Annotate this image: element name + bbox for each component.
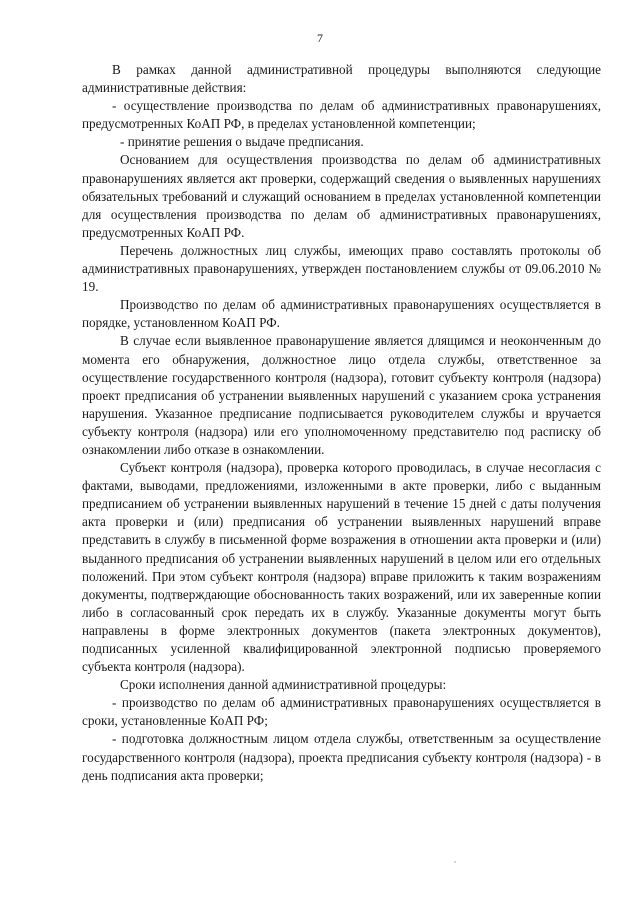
paragraph-proceedings-order: Производство по делам об административных правонарушениях осуществляется в порядке, установленном КоАП РФ. [82, 297, 601, 331]
paragraph-continuing-violation: В случае если выявленное правонарушение является длящимся и неоконченным до момента его обнаружения, должностное лицо отдела службы, ответственное за осуществление государственного контроля (надзора), готовит субъекту контроля (надзора) проект предписания об устранении выявленных нарушений с указанием срока устранения нарушения. Указанное предписание подписывается руководителем службы и вручается субъекту контроля (надзора) или его уполномоченному представителю под расписку об ознакомлении либо отказе в ознакомлении. [82, 333, 601, 457]
page-number: 7 [317, 31, 323, 45]
paragraph-officials-list: Перечень должностных лиц службы, имеющих право составлять протоколы об административных правонарушениях, утвержден постановлением службы от 09.06.2010 № 19. [82, 242, 601, 295]
list-item-deadline-proceedings: - производство по делам об административных правонарушениях осуществляется в сроки, установленные КоАП РФ; [82, 695, 601, 729]
scan-speck [454, 861, 456, 863]
paragraph-deadlines-heading: Сроки исполнения данной административной процедуры: [120, 677, 447, 693]
paragraph-objections: Субъект контроля (надзора), проверка которого проводилась, в случае несогласия с фактами, выводами, предложениями, изложенными в акте проверки, либо с выданным предписанием об устранении выявленных нарушений в течение 15 дней с даты получения акта проверки и (или) предписания об устранении выявленных нарушений вправе представить в службу в письменной форме возражения в отношении акта проверки и (или) выданного предписания об устранении выявленных нарушений в целом или его отдельных положений. При этом субъект контроля (надзора) вправе приложить к таким возражениям документы, подтверждающие обоснованность таких возражений, или их заверенные копии либо в согласованный срок передать их в службу. Указанные документы могут быть направлены в форме электронных документов (пакета электронных документов), подписанных усиленной квалифицированной электронной подписью проверяемого субъекта контроля (надзора). [82, 460, 601, 675]
document-body [82, 61, 601, 785]
list-item-order-decision: - принятие решения о выдаче предписания. [120, 134, 364, 150]
paragraph-grounds: Основанием для осуществления производства по делам об административных правонарушениях является акт проверки, содержащий сведения о выявленных нарушениях обязательных требований и служащий основанием в пределах установленной компетенции для осуществления производства по делам об административных правонарушениях, предусмотренных КоАП РФ. [82, 152, 601, 240]
paragraph-intro: В рамках данной административной процедуры выполняются следующие административные действия: [82, 62, 601, 96]
list-item-deadline-order-draft: - подготовка должностным лицом отдела службы, ответственным за осуществление государственного контроля (надзора), проекта предписания субъекту контроля (надзора) - в день подписания акта проверки; [82, 731, 601, 783]
list-item-proceedings: - осуществление производства по делам об административных правонарушениях, предусмотренных КоАП РФ, в пределах установленной компетенции; [82, 98, 601, 132]
